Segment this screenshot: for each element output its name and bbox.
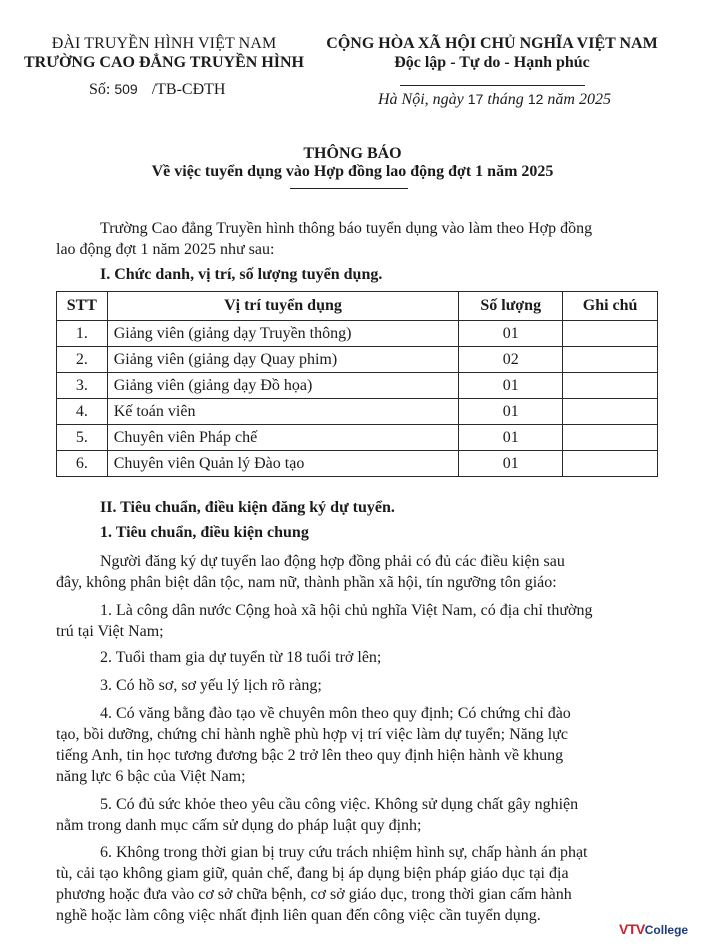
- table-header-row: [57, 292, 658, 321]
- date-month: 12: [527, 91, 544, 107]
- condition-5-line-2: nằm trong danh mục cấm sử dụng do pháp luật quy định;: [56, 817, 422, 834]
- cell-stt: 2.: [57, 347, 108, 373]
- condition-6-line-1: 6. Không trong thời gian bị truy cứu trách nhiệm hình sự, chấp hành án phạt: [100, 844, 588, 861]
- condition-4-line-4: năng lực 6 bậc của Việt Nam;: [56, 768, 246, 785]
- logo-word: College: [644, 923, 689, 937]
- cell-position: Giảng viên (giảng dạy Truyền thông): [107, 321, 459, 347]
- notice-title: THÔNG BÁO: [303, 145, 402, 162]
- date-place: Hà Nội, ngày: [378, 91, 464, 108]
- condition-2: 2. Tuổi tham gia dự tuyển từ 18 tuổi trở lên;: [100, 649, 382, 666]
- cell-quantity: 01: [459, 451, 563, 477]
- date-month-label: tháng: [487, 91, 524, 108]
- cell-stt: 4.: [57, 399, 108, 425]
- cell-position: Kế toán viên: [107, 399, 459, 425]
- document-number: [89, 81, 225, 99]
- table-row: [57, 321, 658, 347]
- issuing-organization: [14, 34, 314, 72]
- motto-underline: [400, 85, 585, 86]
- doc-no-prefix: Số:: [89, 81, 111, 98]
- condition-3: 3. Có hồ sơ, sơ yếu lý lịch rõ ràng;: [100, 677, 322, 694]
- doc-no-suffix: /TB-CĐTH: [151, 81, 226, 98]
- nation-name: CỘNG HÒA XÃ HỘI CHỦ NGHĨA VIỆT NAM: [326, 35, 658, 52]
- national-motto: Độc lập - Tự do - Hạnh phúc: [394, 54, 590, 71]
- org-line-2: TRƯỜNG CAO ĐẲNG TRUYỀN HÌNH: [23, 54, 304, 71]
- table-row: [57, 347, 658, 373]
- condition-1-line-1: 1. Là công dân nước Cộng hoà xã hội chủ nghĩa Việt Nam, có địa chỉ thường: [100, 602, 593, 619]
- cell-note: [563, 347, 658, 373]
- issue-date: [378, 91, 611, 109]
- cell-stt: 5.: [57, 425, 108, 451]
- condition-4-line-1: 4. Có văng bằng đào tạo về chuyên môn theo quy định; Có chứng chỉ đào: [100, 705, 571, 722]
- section-2-subheading: 1. Tiêu chuẩn, điều kiện chung: [100, 524, 309, 541]
- condition-6-line-4: nghề hoặc làm công việc nhất định liên quan đến công việc cần tuyển dụng.: [56, 907, 541, 924]
- positions-table: [56, 291, 658, 477]
- cell-position: Giảng viên (giảng dạy Đồ họa): [107, 373, 459, 399]
- cell-quantity: 01: [459, 373, 563, 399]
- cell-quantity: 02: [459, 347, 563, 373]
- cell-stt: 6.: [57, 451, 108, 477]
- cell-note: [563, 373, 658, 399]
- date-day: 17: [467, 91, 484, 107]
- condition-1-line-2: trú tại Việt Nam;: [56, 623, 164, 640]
- intro-line-2: lao động đợt 1 năm 2025 như sau:: [56, 241, 275, 258]
- title-underline: [290, 188, 408, 189]
- col-header-position: Vị trí tuyển dụng: [107, 292, 459, 321]
- condition-4-line-3: tiếng Anh, tin học tương đương bậc 2 trở lên theo quy định hiện hành về khung: [56, 747, 564, 764]
- vtv-college-logo: [619, 921, 688, 937]
- logo-mark: VTV: [619, 921, 645, 937]
- condition-4-line-2: tạo, bồi dưỡng, chứng chỉ hành nghề phù hợp vị trí việc làm dự tuyển; Năng lực: [56, 726, 568, 743]
- cell-quantity: 01: [459, 321, 563, 347]
- intro-line-1: Trường Cao đẳng Truyền hình thông báo tuyển dụng vào làm theo Hợp đồng: [100, 220, 593, 237]
- cell-position: Giảng viên (giảng dạy Quay phim): [107, 347, 459, 373]
- notice-subtitle: Về việc tuyển dụng vào Hợp đồng lao động đợt 1 năm 2025: [151, 163, 554, 180]
- cell-stt: 3.: [57, 373, 108, 399]
- condition-5-line-1: 5. Có đủ sức khỏe theo yêu cầu công việc. Không sử dụng chất gây nghiện: [100, 796, 579, 813]
- conditions-intro-line-1: Người đăng ký dự tuyển lao động hợp đồng phải có đủ các điều kiện sau: [100, 553, 565, 570]
- cell-note: [563, 451, 658, 477]
- table-row: [57, 451, 658, 477]
- org-line-1: ĐÀI TRUYỀN HÌNH VIỆT NAM: [51, 35, 277, 52]
- table-row: [57, 425, 658, 451]
- cell-note: [563, 399, 658, 425]
- cell-position: Chuyên viên Pháp chế: [107, 425, 459, 451]
- cell-quantity: 01: [459, 399, 563, 425]
- national-heading: [312, 34, 672, 91]
- conditions-intro-line-2: đây, không phân biệt dân tộc, nam nữ, thành phần xã hội, tín ngưỡng tôn giáo:: [56, 574, 557, 591]
- cell-quantity: 01: [459, 425, 563, 451]
- condition-6-line-2: tù, cải tạo không giam giữ, quản chế, đang bị áp dụng biện pháp giáo dục tại địa: [56, 865, 569, 882]
- cell-position: Chuyên viên Quản lý Đào tạo: [107, 451, 459, 477]
- col-header-stt: STT: [57, 292, 108, 321]
- cell-stt: 1.: [57, 321, 108, 347]
- doc-no-value: 509: [114, 81, 138, 97]
- table-row: [57, 373, 658, 399]
- cell-note: [563, 321, 658, 347]
- table-row: [57, 399, 658, 425]
- section-1-heading: I. Chức danh, vị trí, số lượng tuyển dụng.: [100, 266, 383, 283]
- condition-6-line-3: phương hoặc đưa vào cơ sở chữa bệnh, cơ sở giáo dục, trong thời gian cấm hành: [56, 886, 572, 903]
- col-header-quantity: Số lượng: [459, 292, 563, 321]
- col-header-note: Ghi chú: [563, 292, 658, 321]
- cell-note: [563, 425, 658, 451]
- section-2-heading: II. Tiêu chuẩn, điều kiện đăng ký dự tuyển.: [100, 499, 395, 516]
- date-year: năm 2025: [547, 91, 611, 108]
